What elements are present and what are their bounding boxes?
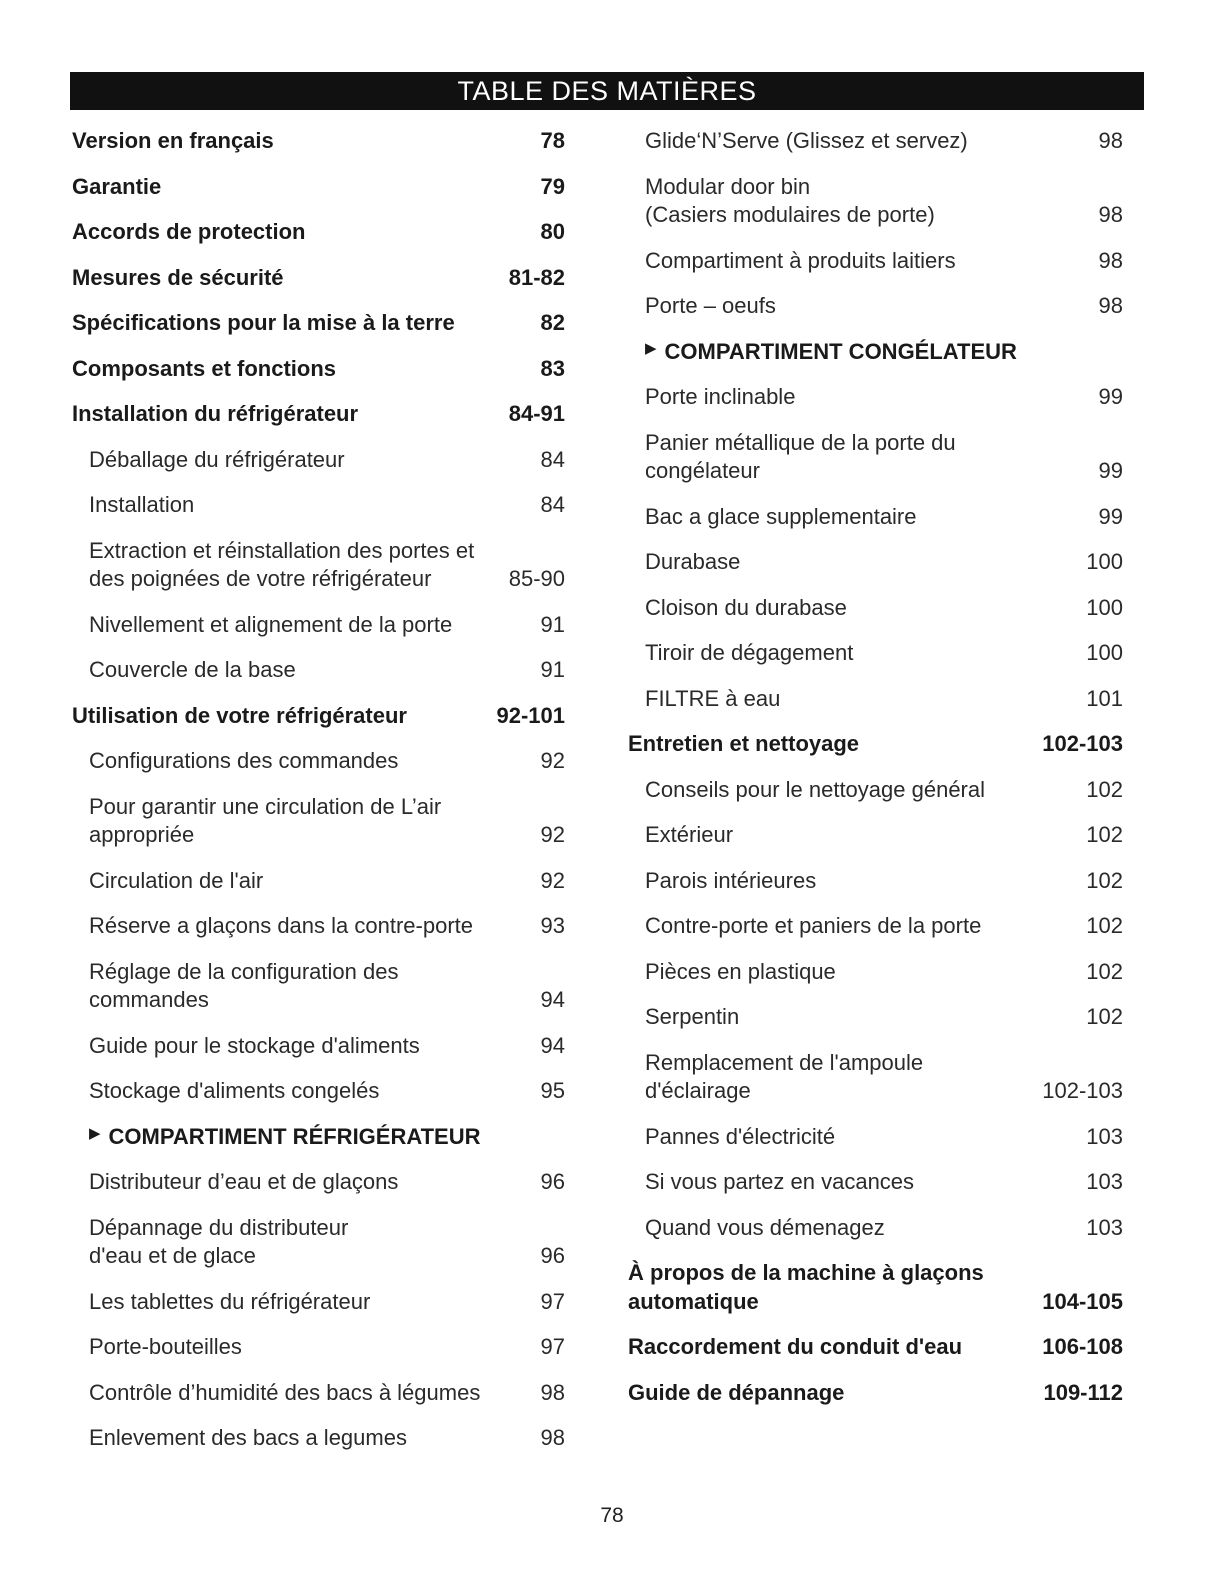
- toc-entry-label: Serpentin: [645, 1004, 740, 1029]
- toc-entry: [628, 1123, 1123, 1152]
- toc-entry-label: Enlevement des bacs a legumes: [89, 1425, 407, 1450]
- toc-entry: [628, 173, 1123, 230]
- toc-entry: [628, 867, 1123, 896]
- toc-entry-page: 78: [540, 128, 565, 153]
- toc-entry: [72, 1288, 565, 1317]
- toc-entry-page: 98: [1098, 293, 1123, 318]
- toc-entry-page: 94: [540, 987, 565, 1012]
- toc-entry: [628, 594, 1123, 623]
- toc-entry-label: COMPARTIMENT CONGÉLATEUR: [664, 338, 1017, 364]
- toc-entry-page: 82: [540, 310, 565, 335]
- toc-entry-label: Porte inclinable: [645, 384, 796, 409]
- toc-right-column: [628, 127, 1123, 1424]
- toc-entry-page: 101: [1086, 685, 1123, 711]
- toc-entry-label: Conseils pour le nettoyage général: [645, 776, 986, 802]
- toc-entry-page: 97: [540, 1288, 565, 1314]
- toc-entry: [72, 173, 565, 202]
- toc-entry-label: FILTRE à eau: [645, 685, 781, 711]
- toc-entry-page: 103: [1086, 1169, 1123, 1194]
- toc-entry-label: Réglage de la configuration des commandes: [89, 958, 399, 1012]
- toc-entry-page: 104-105: [1042, 1288, 1123, 1314]
- toc-entry-page: 94: [540, 1032, 565, 1058]
- toc-entry: [628, 1333, 1123, 1362]
- toc-entry-label: Dépannage du distributeur d'eau et de glace: [89, 1214, 349, 1268]
- toc-left-column: [72, 127, 565, 1470]
- toc-entry-page: 91: [540, 611, 565, 637]
- toc-entry: [72, 1214, 565, 1271]
- toc-entry-label: Garantie: [72, 173, 162, 199]
- toc-entry-page: 102: [1086, 958, 1123, 984]
- toc-entry-page: 102: [1086, 1004, 1123, 1029]
- toc-entry: [628, 912, 1123, 941]
- toc-section-heading: [628, 338, 1123, 367]
- toc-entry-page: 85-90: [508, 566, 565, 591]
- toc-entry: [628, 292, 1123, 321]
- toc-entry-page: 106-108: [1042, 1334, 1123, 1359]
- triangle-right-icon: ▶: [89, 1124, 101, 1142]
- toc-entry: [628, 1003, 1123, 1032]
- toc-entry-label: Stockage d'aliments congelés: [89, 1078, 380, 1103]
- toc-entry: [72, 1333, 565, 1362]
- toc-entry-page: 102: [1086, 776, 1123, 802]
- toc-entry: [628, 821, 1123, 850]
- toc-entry-page: 79: [540, 173, 565, 199]
- toc-entry-page: 102-103: [1042, 731, 1123, 756]
- toc-entry-page: 100: [1086, 640, 1123, 665]
- toc-entry: [72, 446, 565, 475]
- toc-entry: [72, 793, 565, 850]
- toc-entry-label: Extérieur: [645, 822, 734, 847]
- toc-entry-label: Composants et fonctions: [72, 355, 337, 381]
- toc-entry-label: Contre-porte et paniers de la porte: [645, 913, 982, 938]
- toc-entry-page: 93: [540, 913, 565, 938]
- toc-entry-label: Guide de dépannage: [628, 1379, 845, 1405]
- toc-entry: [72, 537, 565, 594]
- toc-entry-page: 109-112: [1043, 1379, 1123, 1405]
- toc-entry: [72, 218, 565, 247]
- toc-entry-label: Déballage du réfrigérateur: [89, 446, 345, 472]
- toc-entry-page: 84: [540, 446, 565, 472]
- toc-entry-page: 91: [540, 657, 565, 682]
- toc-entry: [72, 958, 565, 1015]
- toc-entry: [628, 639, 1123, 668]
- toc-entry-label: Mesures de sécurité: [72, 264, 284, 290]
- toc-entry: [628, 1049, 1123, 1106]
- toc-entry-label: Version en français: [72, 128, 274, 153]
- toc-entry-label: Réserve a glaçons dans la contre-porte: [89, 913, 473, 938]
- toc-entry-page: 92-101: [496, 702, 565, 728]
- toc-entry: [628, 1259, 1123, 1316]
- toc-entry-page: 103: [1086, 1123, 1123, 1149]
- toc-entry-label: Spécifications pour la mise à la terre: [72, 310, 455, 335]
- toc-entry-page: 100: [1086, 549, 1123, 574]
- toc-title-banner: TABLE DES MATIÈRES: [70, 72, 1144, 110]
- toc-entry-page: 98: [1098, 247, 1123, 273]
- toc-entry-label: Porte-bouteilles: [89, 1334, 242, 1359]
- toc-entry-page: 96: [540, 1169, 565, 1194]
- toc-entry-page: 83: [540, 355, 565, 381]
- toc-entry-page: 100: [1086, 594, 1123, 620]
- toc-entry-label: Nivellement et alignement de la porte: [89, 611, 453, 637]
- toc-entry-label: Bac a glace supplementaire: [645, 503, 917, 529]
- toc-entry-page: 95: [540, 1078, 565, 1103]
- toc-entry: [628, 958, 1123, 987]
- toc-entry-label: Contrôle d’humidité des bacs à légumes: [89, 1379, 481, 1405]
- toc-entry-label: Guide pour le stockage d'aliments: [89, 1032, 420, 1058]
- toc-entry-label: Pannes d'électricité: [645, 1123, 836, 1149]
- toc-entry: [72, 747, 565, 776]
- toc-entry: [72, 1379, 565, 1408]
- toc-entry-page: 92: [540, 822, 565, 847]
- toc-entry-label: Parois intérieures: [645, 867, 817, 893]
- toc-entry-label: Glide‘N’Serve (Glissez et servez): [645, 128, 968, 153]
- toc-entry-page: 99: [1098, 384, 1123, 409]
- toc-entry: [628, 776, 1123, 805]
- toc-entry-page: 102: [1086, 822, 1123, 847]
- toc-entry: [628, 548, 1123, 577]
- toc-entry-page: 103: [1086, 1214, 1123, 1240]
- toc-entry: [72, 912, 565, 941]
- toc-entry-page: 98: [1098, 202, 1123, 227]
- toc-entry-label: Accords de protection: [72, 219, 306, 244]
- toc-entry-page: 102: [1086, 913, 1123, 938]
- toc-entry-page: 80: [540, 219, 565, 244]
- toc-entry-label: Utilisation de votre réfrigérateur: [72, 702, 407, 728]
- toc-entry: [72, 355, 565, 384]
- toc-entry: [72, 309, 565, 338]
- toc-entry: [72, 611, 565, 640]
- toc-entry-page: 92: [540, 867, 565, 893]
- toc-entry-label: Pour garantir une circulation de L’air appropriée: [89, 793, 442, 847]
- toc-entry-page: 84: [540, 492, 565, 517]
- toc-entry-page: 102-103: [1042, 1078, 1123, 1103]
- toc-entry-label: Tiroir de dégagement: [645, 640, 854, 665]
- toc-entry-page: 97: [540, 1334, 565, 1359]
- toc-entry: [628, 1214, 1123, 1243]
- toc-entry: [628, 1379, 1123, 1408]
- toc-entry: [72, 656, 565, 685]
- toc-entry: [628, 247, 1123, 276]
- toc-entry: [72, 1032, 565, 1061]
- toc-entry-label: Pièces en plastique: [645, 958, 836, 984]
- toc-entry: [628, 685, 1123, 714]
- toc-section-heading: [72, 1123, 565, 1152]
- toc-entry: [628, 1168, 1123, 1197]
- toc-entry-label: Distributeur d’eau et de glaçons: [89, 1169, 399, 1194]
- toc-entry: [72, 1077, 565, 1106]
- toc-entry-label: Installation du réfrigérateur: [72, 401, 359, 426]
- toc-entry-label: Extraction et réinstallation des portes et des poignées de votre réfrigérateur: [89, 537, 475, 591]
- toc-entry: [628, 127, 1123, 156]
- page-number: 78: [600, 1504, 624, 1527]
- toc-entry: [72, 867, 565, 896]
- toc-entry-page: 96: [540, 1243, 565, 1268]
- toc-entry: [628, 383, 1123, 412]
- toc-entry: [72, 1424, 565, 1453]
- toc-entry-label: Couvercle de la base: [89, 657, 296, 682]
- toc-entry-page: 99: [1098, 458, 1123, 483]
- toc-entry-label: Panier métallique de la porte du congélateur: [645, 429, 956, 483]
- toc-entry-page: 92: [540, 748, 565, 773]
- toc-entry-label: COMPARTIMENT RÉFRIGÉRATEUR: [108, 1123, 481, 1149]
- toc-entry-page: 84-91: [508, 401, 565, 426]
- toc-entry-label: Les tablettes du réfrigérateur: [89, 1288, 371, 1314]
- toc-entry-label: Remplacement de l'ampoule d'éclairage: [645, 1049, 924, 1103]
- toc-entry-label: Compartiment à produits laitiers: [645, 247, 956, 273]
- toc-entry: [628, 429, 1123, 486]
- toc-entry: [628, 730, 1123, 759]
- toc-entry-label: À propos de la machine à glaçons automatique: [628, 1260, 984, 1314]
- toc-entry-label: Cloison du durabase: [645, 594, 847, 620]
- toc-entry-label: Circulation de l'air: [89, 867, 264, 893]
- toc-entry-page: 98: [1098, 128, 1123, 153]
- triangle-right-icon: ▶: [645, 339, 657, 357]
- toc-entry-label: Entretien et nettoyage: [628, 731, 860, 756]
- toc-entry-page: 98: [540, 1379, 565, 1405]
- toc-entry: [72, 1168, 565, 1197]
- toc-entry-label: Quand vous démenagez: [645, 1214, 885, 1240]
- toc-entry-label: Installation: [89, 492, 195, 517]
- toc-entry: [72, 264, 565, 293]
- toc-entry-label: Raccordement du conduit d'eau: [628, 1334, 963, 1359]
- toc-entry-label: Modular door bin (Casiers modulaires de porte): [645, 173, 935, 227]
- toc-entry: [72, 702, 565, 731]
- toc-entry-label: Configurations des commandes: [89, 748, 399, 773]
- toc-entry: [628, 503, 1123, 532]
- toc-entry-page: 99: [1098, 503, 1123, 529]
- toc-entry-page: 81-82: [508, 264, 565, 290]
- toc-entry-label: Porte – oeufs: [645, 293, 776, 318]
- toc-entry: [72, 400, 565, 429]
- toc-entry-page: 98: [540, 1425, 565, 1450]
- toc-entry-page: 102: [1086, 867, 1123, 893]
- toc-entry: [72, 127, 565, 156]
- toc-entry-label: Si vous partez en vacances: [645, 1169, 915, 1194]
- toc-entry-label: Durabase: [645, 549, 741, 574]
- toc-entry: [72, 491, 565, 520]
